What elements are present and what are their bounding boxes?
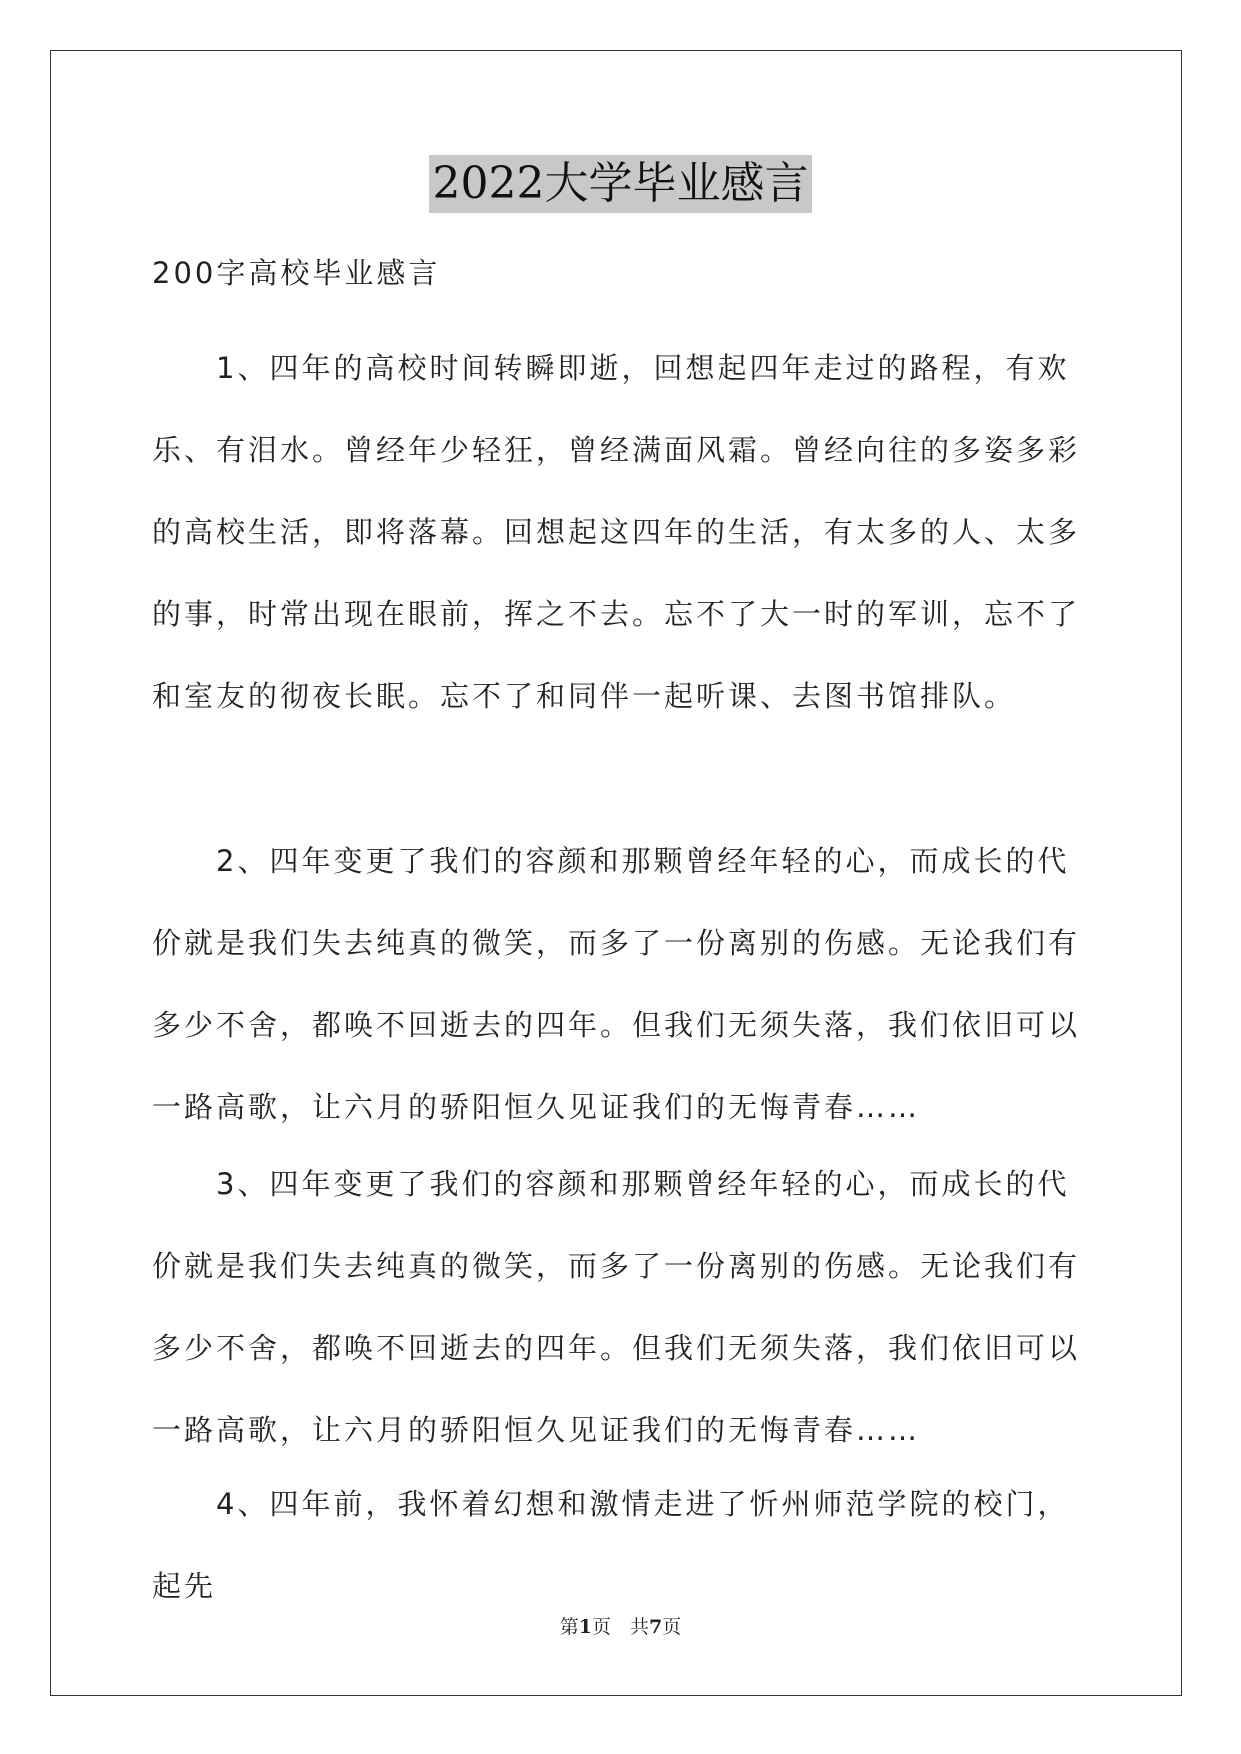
paragraph-4: 4、四年前，我怀着幻想和激情走进了忻州师范学院的校门，起先 [152, 1487, 1070, 1603]
title-container [0, 155, 1241, 213]
footer-page-total: 7 [649, 1616, 663, 1638]
page-footer [0, 1612, 1241, 1639]
footer-page-total-suffix: 页 [662, 1616, 682, 1638]
footer-page-suffix: 页 共 [591, 1616, 649, 1638]
paragraph-1: 1、四年的高校时间转瞬即逝，回想起四年走过的路程，有欢乐、有泪水。曾经年少轻狂，曾经满面风霜。曾经向往的多姿多彩的高校生活，即将落幕。回想起这四年的生活，有太多的人、太多的事，时常出现在眼前，挥之不去。忘不了大一时的军训，忘不了和室友的彻夜长眠。忘不了和同伴一起听课、去图书馆排队。 [152, 351, 1081, 713]
document-title: 2022大学毕业感言 [429, 155, 813, 213]
footer-page-current: 1 [578, 1616, 592, 1638]
document-subtitle: 200字高校毕业感言 [152, 256, 441, 290]
paragraph-3: 3、四年变更了我们的容颜和那颗曾经年轻的心，而成长的代价就是我们失去纯真的微笑，而多了一份离别的伤感。无论我们有多少不舍，都唤不回逝去的四年。但我们无须失落，我们依旧可以一路高歌，让六月的骄阳恒久见证我们的无悔青春…… [152, 1167, 1081, 1447]
paragraph-2: 2、四年变更了我们的容颜和那颗曾经年轻的心，而成长的代价就是我们失去纯真的微笑，而多了一份离别的伤感。无论我们有多少不舍，都唤不回逝去的四年。但我们无须失落，我们依旧可以一路高歌，让六月的骄阳恒久见证我们的无悔青春…… [152, 844, 1081, 1124]
footer-page-prefix: 第 [559, 1616, 579, 1638]
